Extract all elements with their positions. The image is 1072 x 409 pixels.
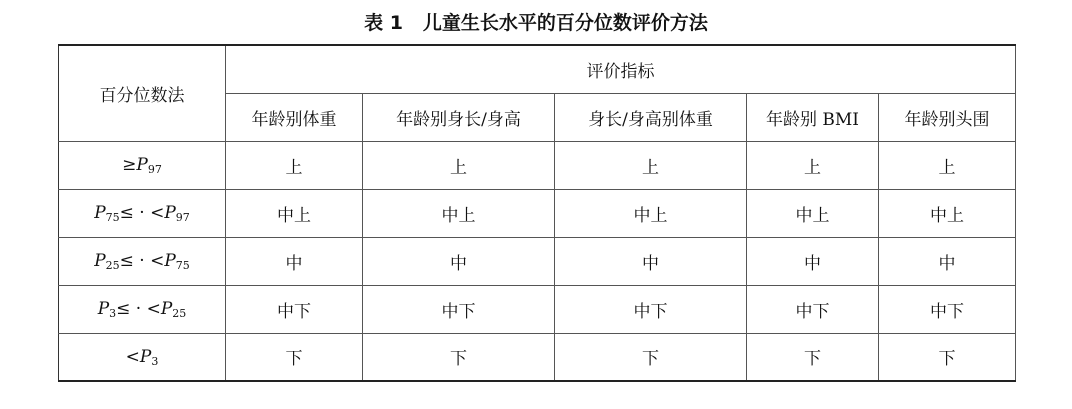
value-cell: 上 [226,141,363,189]
table-title: 表 1 儿童生长水平的百分位数评价方法 [364,12,708,34]
value-cell: 上 [879,141,1016,189]
criterion-cell: $<P_3$ [59,333,226,381]
table-row [59,285,1016,333]
table-row [59,189,1016,237]
value-cell: 下 [747,333,879,381]
value-cell: 上 [363,141,555,189]
value-cell: 中上 [555,189,747,237]
value-cell: 中下 [226,285,363,333]
column-header: 年龄别体重 [226,93,363,141]
value-cell: 下 [555,333,747,381]
value-cell: 中 [879,237,1016,285]
group-header: 评价指标 [226,45,1016,93]
column-header: 年龄别身长/身高 [363,93,555,141]
value-cell: 中下 [555,285,747,333]
header-row-group [59,45,1016,93]
value-cell: 下 [226,333,363,381]
column-header: 年龄别 BMI [747,93,879,141]
percentile-evaluation-table [58,44,1016,382]
criterion-cell: $P_3\le \cdot <P_{25}$ [59,285,226,333]
value-cell: 下 [879,333,1016,381]
criterion-cell: $P_{75}\le \cdot <P_{97}$ [59,189,226,237]
criterion-cell: $\ge P_{97}$ [59,141,226,189]
value-cell: 中上 [747,189,879,237]
value-cell: 中下 [363,285,555,333]
value-cell: 下 [363,333,555,381]
value-cell: 中下 [747,285,879,333]
column-header: 身长/身高别体重 [555,93,747,141]
table-row [59,237,1016,285]
criterion-cell: $P_{25}\le \cdot <P_{75}$ [59,237,226,285]
value-cell: 中上 [879,189,1016,237]
value-cell: 中 [747,237,879,285]
value-cell: 中 [555,237,747,285]
value-cell: 中下 [879,285,1016,333]
table-row [59,333,1016,381]
value-cell: 中 [226,237,363,285]
value-cell: 上 [747,141,879,189]
column-header: 年龄别头围 [879,93,1016,141]
value-cell: 上 [555,141,747,189]
value-cell: 中上 [363,189,555,237]
value-cell: 中 [363,237,555,285]
table-row [59,141,1016,189]
corner-header: 百分位数法 [59,45,226,141]
value-cell: 中上 [226,189,363,237]
